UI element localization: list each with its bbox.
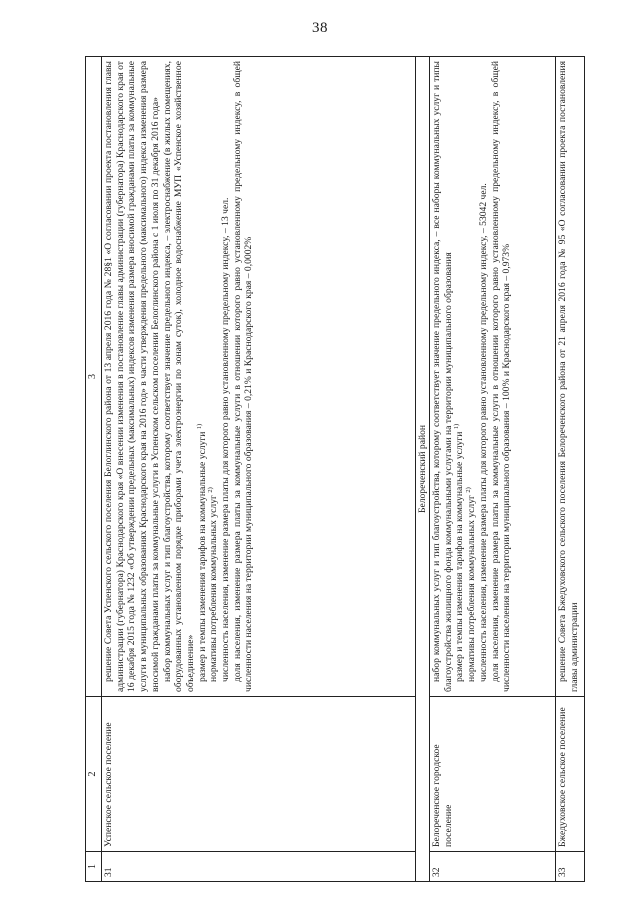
page-number: 38: [312, 20, 328, 36]
row-details: [430, 57, 556, 697]
norms-line: [208, 61, 220, 692]
row-details: [102, 57, 416, 697]
district-row: [416, 57, 430, 882]
population-count: численность населения, изменение размера платы для которого равно установленному предельному индексу, – 53042 чел.: [477, 183, 489, 682]
district-name: Белореченский район: [416, 57, 430, 882]
row-details: [556, 57, 585, 697]
norms-text: нормативы потребления коммунальных услуг: [466, 495, 478, 682]
norms-line: [466, 61, 478, 692]
column-header-1: 1: [86, 852, 102, 882]
table-header-row: [86, 57, 102, 882]
limit-index-table: [85, 56, 585, 882]
column-header-2: 2: [86, 697, 102, 852]
rotated-table-wrapper: [85, 57, 585, 882]
service-set: набор коммунальных услуг и тип благоустройства, которому соответствует значение предельного индекса, – электроснабжение (в жилых помещениях, оборудованных установленном порядке приборами учета электроэнергии по зонам суток), холодное водоснабжение МУП «Успенское хозяйственное объединение»: [161, 61, 196, 692]
tariff-line: [454, 61, 466, 692]
settlement-name: Бжедуховское сельское поселение: [556, 697, 585, 852]
population-share: доля населения, изменение размера платы за коммунальные услуги в отношении которого равно установленному предельному индексу, в общей численности населения на территории муниципального образования – 0,21% и Краснодарского края – 0,0002%: [231, 61, 255, 692]
table-row: [430, 57, 556, 882]
tariff-text: размер и темпы изменения тарифов на коммунальные услуги: [196, 431, 208, 682]
row-number: 33: [556, 852, 585, 882]
service-set: набор коммунальных услуг и тип благоустройства, которому соответствует значение предельного индекса, – все наборы коммунальных услуг и типы благоустройства жилищного фонда коммунальными услугами на территории муниципального образования: [431, 61, 454, 692]
row-number: 31: [102, 852, 416, 882]
table-row: [102, 57, 416, 882]
tariff-line: [197, 61, 209, 692]
tariff-footnote: 1): [195, 423, 203, 430]
norms-footnote: 2): [465, 487, 473, 493]
population-count: численность населения, изменение размера платы для которого равно установленному предельному индексу, – 13 чел.: [220, 197, 232, 682]
tariff-footnote: 1): [453, 423, 461, 430]
settlement-name: Успенское сельское поселение: [102, 697, 416, 852]
column-header-3: 3: [86, 57, 102, 697]
norms-text: нормативы потребления коммунальных услуг: [208, 495, 220, 682]
table-row: [556, 57, 585, 882]
row-number: 32: [430, 852, 556, 882]
council-decision: решение Совета Бжедуховского сельского поселения Белореченского района от 21 апреля 2016 года № 95 «О согласовании проекта постановления главы администрации: [557, 61, 580, 692]
tariff-text: размер и темпы изменения тарифов на коммунальные услуги: [454, 431, 466, 682]
norms-footnote: 2): [207, 487, 215, 493]
council-decision: решение Совета Успенского сельского поселения Белоглинского района от 13 апреля 2016 года № 28§1 «О согласовании проекта постановления главы администрации (губернатора) Краснодарского края «О внесении изменения в постановление главы администрации (губернатора) Краснодарского края от 16 декабря 2015 года № 1232 «Об утверждении предельных (максимальных) индексов изменения размера вносимой гражданами платы за коммунальные услуги в муниципальных образованиях Краснодарского края на 2016 год» в части утверждения предельного (максимального) индекса изменения размера вносимой гражданами платы за коммунальные услуги в Успенском сельском поселении Белоглинского района с 1 июля по 31 декабря 2016 года»: [103, 61, 161, 692]
settlement-name: Белореченское городское поселение: [430, 697, 556, 852]
population-share: доля населения, изменение размера платы за коммунальные услуги в отношении которого равно установленному предельному индексу, в общей численности населения на территории муниципального образования – 100% и Краснодарского края – 0,973%: [489, 61, 513, 692]
